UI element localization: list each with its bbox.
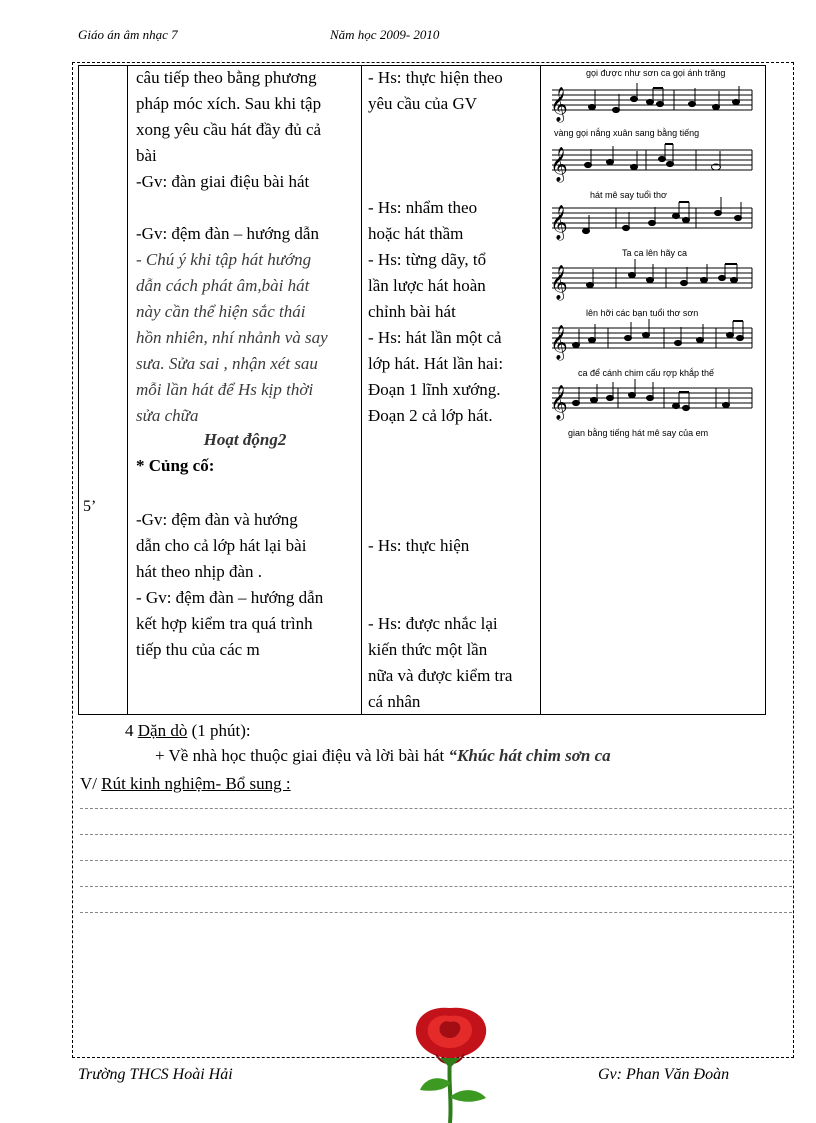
teacher-line: -Gv: đàn giai điệu bài hát <box>136 172 310 191</box>
teacher-line: xong yêu cầu hát đầy đủ cả <box>136 120 322 139</box>
teacher-line: pháp móc xích. Sau khi tập <box>136 94 322 113</box>
header-center: Năm học 2009- 2010 <box>330 27 440 42</box>
lyric-line: hát mê say tuổi thơ <box>590 190 667 200</box>
teacher-line: tiếp thu của các m <box>136 640 260 659</box>
teacher-line: bài <box>136 146 157 165</box>
note-line <box>80 860 792 861</box>
activity-heading: Hoạt động2 <box>203 430 287 449</box>
notes-2 <box>585 144 721 170</box>
student-line: - Hs: từng dãy, tổ <box>368 250 487 269</box>
student-line: lần lược hát hoàn <box>368 276 486 295</box>
time-value: 5’ <box>83 498 97 515</box>
teacher-line: kết hợp kiểm tra quá trình <box>136 614 313 633</box>
music-score <box>546 66 760 451</box>
lyric-line: vàng gọi nắng xuân sang bằng tiếng <box>554 128 700 138</box>
notes-1 <box>589 83 740 113</box>
rose-icon <box>400 1000 504 1123</box>
staff-2 <box>552 150 752 170</box>
section-4-heading: 4 Dặn dò (1 phút): <box>125 721 251 740</box>
note-line <box>80 912 792 913</box>
treble-clef-icon: 𝄞 <box>550 265 568 300</box>
lyric-line: lên hỡi các bạn tuổi thơ sơn <box>586 308 699 318</box>
student-line: cá nhân <box>368 692 421 711</box>
lyric-line: gian bằng tiếng hát mê say của em <box>568 428 709 438</box>
treble-clef-icon: 𝄞 <box>550 325 568 360</box>
lyric-line: ca để cánh chim cấu rợp khắp thế <box>578 368 714 378</box>
teacher-line: -Gv: đệm đàn và hướng <box>136 510 298 529</box>
student-line: - Hs: thực hiện theo <box>368 68 503 87</box>
teacher-note-line: này cần thể hiện sắc thái <box>136 302 306 321</box>
student-line: - Hs: nhẩm theo <box>368 198 478 217</box>
consolidation-heading: * Củng cố: <box>136 456 215 475</box>
notes-6 <box>573 379 730 411</box>
header-left: Giáo án âm nhạc 7 <box>78 27 178 42</box>
section-4-line: + Về nhà học thuộc giai điệu và lời bài hát “Khúc hát chim sơn ca <box>155 746 611 765</box>
student-line: Đoạn 2 cả lớp hát. <box>368 406 493 425</box>
teacher-line: -Gv: đệm đàn – hướng dẫn <box>136 224 319 243</box>
teacher-line: câu tiếp theo bằng phương <box>136 68 317 87</box>
student-line: - Hs: hát lần một cả <box>368 328 502 347</box>
staff-5 <box>552 328 752 348</box>
teacher-line: hát theo nhịp đàn . <box>136 562 263 581</box>
student-line: - Hs: thực hiện <box>368 536 470 555</box>
note-line <box>80 808 792 809</box>
teacher-note-line: sưa. Sửa sai , nhận xét sau <box>136 354 318 373</box>
time-cell <box>79 66 128 715</box>
section-5-heading: V/ Rút kinh nghiệm- Bổ sung : <box>80 774 291 793</box>
treble-clef-icon: 𝄞 <box>550 205 568 240</box>
teacher-note-line: hồn nhiên, nhí nhảnh và say <box>136 328 328 347</box>
footer-school: Trường THCS Hoài Hải <box>78 1066 233 1083</box>
teacher-note-line: sửa chữa <box>136 406 199 425</box>
student-line: lớp hát. Hát lần hai: <box>368 354 504 373</box>
student-line: chỉnh bài hát <box>368 302 456 321</box>
note-line <box>80 834 792 835</box>
teacher-line: - Gv: đệm đàn – hướng dẫn <box>136 588 324 607</box>
student-line: hoặc hát thầm <box>368 224 464 243</box>
lyric-line: Ta ca lên hãy ca <box>622 248 688 258</box>
treble-clef-icon: 𝄞 <box>550 385 568 420</box>
footer-teacher: Gv: Phan Văn Đoàn <box>598 1066 730 1083</box>
teacher-note-line: mỗi lần hát để Hs kịp thời <box>136 380 314 399</box>
treble-clef-icon: 𝄞 <box>550 87 568 122</box>
student-line: yêu cầu của GV <box>368 94 478 113</box>
student-line: nữa và được kiểm tra <box>368 666 513 685</box>
teacher-note-line: dẫn cách phát âm,bài hát <box>136 276 310 295</box>
lyric-line: gọi được như sơn ca gọi ánh trăng <box>586 68 726 78</box>
treble-clef-icon: 𝄞 <box>550 147 568 182</box>
note-line <box>80 886 792 887</box>
teacher-note-line: - Chú ý khi tập hát hướng <box>136 250 312 269</box>
student-line: Đoạn 1 lĩnh xướng. <box>368 380 501 399</box>
student-line: - Hs: được nhắc lại <box>368 614 498 633</box>
student-line: kiến thức một lần <box>368 640 488 659</box>
teacher-line: dẫn cho cả lớp hát lại bài <box>136 536 307 555</box>
